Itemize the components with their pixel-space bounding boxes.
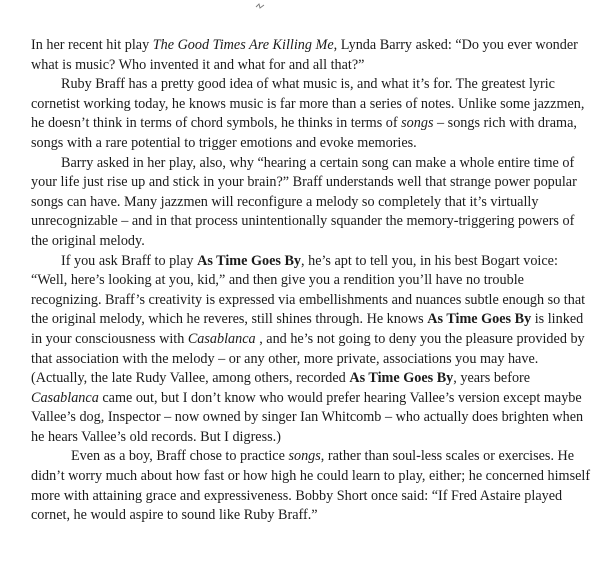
paragraph-2 xyxy=(31,75,593,153)
text-run: , he’s apt to tell you, in his best Bogart voice: “Well, here’s looking at you, kid,” and then give you a rendition you’ll have no trouble recognizing. Braff’s creativity is expressed via embellishments and nuances subtle enough so that the original melody, which he reveres, still shines through. He knows xyxy=(31,252,586,328)
song-title: As Time Goes By xyxy=(349,370,454,387)
text-run: , years before xyxy=(453,370,531,387)
text-run: Barry asked in her play, also, why “hearing a certain song can make a whole entire time of your life just rise up and stick in your brain?” Braff understands well that strange power popular songs can have. Many jazzmen will reconfigure a melody so completely that it’s virtually unrecognizable – and in that process unintentionally squander the memory-triggering powers of the original melody. xyxy=(31,154,577,249)
text-run: is linked in your consciousness with xyxy=(31,311,584,347)
italic-text: Casablanca xyxy=(187,330,256,347)
scan-mark-icon xyxy=(255,2,265,10)
text-run: , rather than soul-less scales or exercises. He didn’t worry much about how fast or how high he could learn to play, either; he concerned himself more with attaining grace and expressiveness. Bobby Short once said: “If Fred Astaire played cornet, he would aspire to sound like Ruby Braff.” xyxy=(31,448,591,524)
song-title: As Time Goes By xyxy=(427,311,532,328)
paragraph-1 xyxy=(31,36,593,75)
italic-text: songs xyxy=(401,115,434,132)
text-run: – songs rich with drama, songs with a rare potential to trigger emotions and evoke memories. xyxy=(31,115,577,151)
text-run: In her recent hit play xyxy=(31,37,153,53)
italic-text: Casablanca xyxy=(31,389,99,406)
text-run: came out, but I don’t know who would prefer hearing Vallee’s version except maybe Vallee’s dog, Inspector – now owned by singer Ian Whitcomb – who actually does brighten when he hears Vallee’s old records. But I digress.) xyxy=(31,389,584,445)
text-run: If you ask Braff to play xyxy=(61,252,198,269)
paragraph-5 xyxy=(31,447,593,525)
song-title: As Time Goes By xyxy=(197,252,301,269)
liner-notes-text xyxy=(31,36,593,526)
text-run: Even as a boy, Braff chose to practice xyxy=(71,448,289,465)
paragraph-3 xyxy=(31,154,593,252)
text-run: Ruby Braff has a pretty good idea of what music is, and what it’s for. The greatest lyric cornetist working today, he knows music is far more than a series of notes. Unlike some jazzmen, he doesn’t think in terms of chord symbols, he thinks in terms of xyxy=(31,76,585,132)
text-run: , and he’s not going to deny you the pleasure provided by that association with the melody – or any other, more private, associations you may have. (Actually, the late Rudy Vallee, among others, recorded xyxy=(31,330,585,387)
text-run: , Lynda Barry asked: “Do you ever wonder what is music? Who invented it and what for and all that?” xyxy=(31,37,578,73)
italic-text: songs xyxy=(288,448,321,465)
italic-text: The Good Times Are Killing Me xyxy=(152,37,334,53)
paragraph-4 xyxy=(31,252,593,448)
